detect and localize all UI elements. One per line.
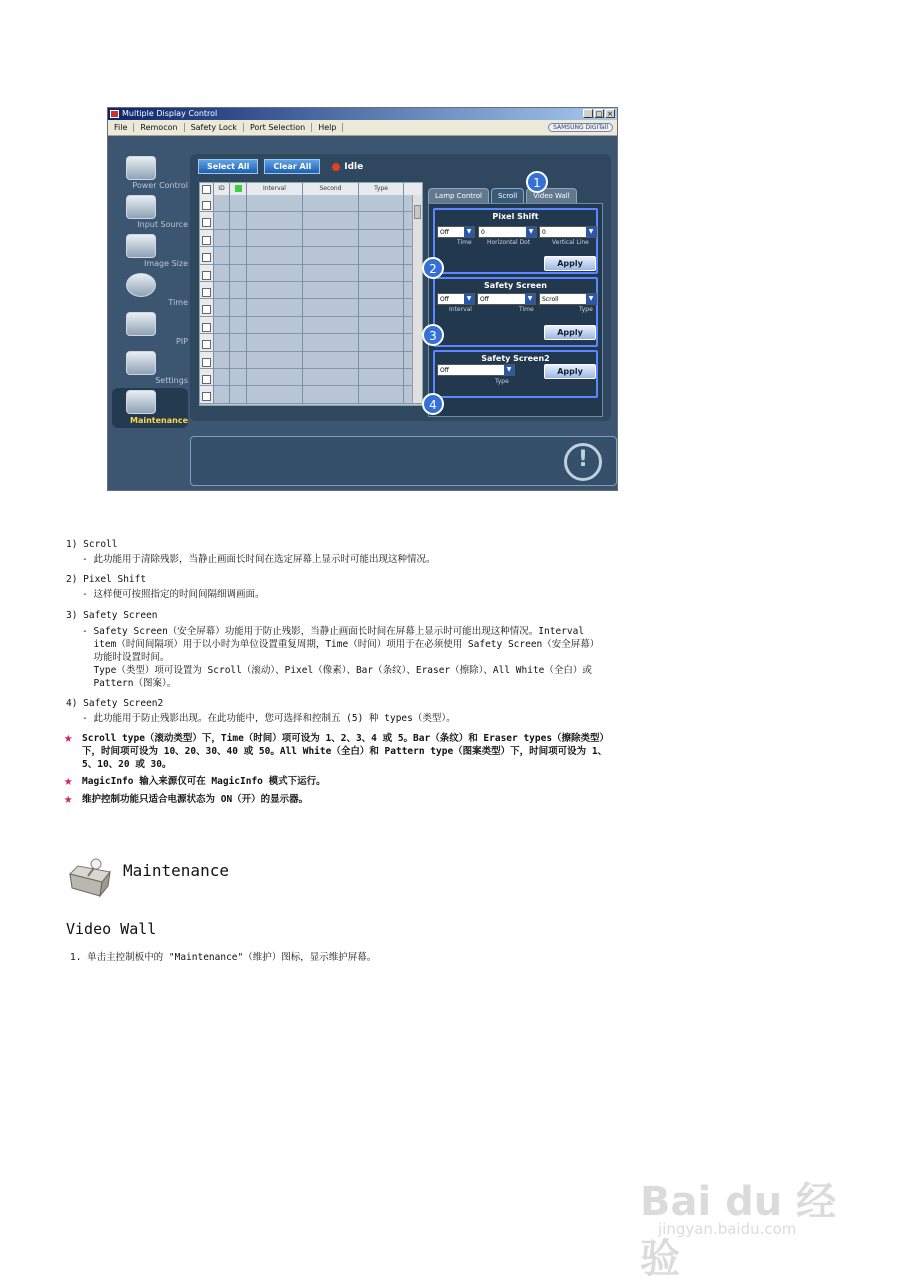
col-interval: Interval [247,183,303,195]
grid-cell [230,282,247,298]
grid-cell [247,317,303,333]
tab-video-wall[interactable]: Video Wall [526,188,577,203]
row-checkbox-cell[interactable] [200,247,214,263]
table-row[interactable] [200,317,422,334]
tab-scroll[interactable]: Scroll [491,188,524,203]
safety-screen-desc-line5: Pattern（图案）。 [82,678,177,689]
grid-cell [359,334,404,350]
menu-remocon[interactable]: Remocon [134,123,184,132]
tab-lamp-control[interactable]: Lamp Control [428,188,489,203]
callout-badge-2: 2 [422,257,444,279]
section-safety-screen2-heading: 4) Safety Screen2 [66,698,164,709]
safety-screen2-type-select[interactable] [437,364,515,376]
grid-cell [230,369,247,385]
table-row[interactable] [200,265,422,282]
row-checkbox-cell[interactable] [200,282,214,298]
grid-cell [359,212,404,228]
grid-cell [214,282,230,298]
safety-interval-select[interactable] [437,293,475,305]
grid-cell [303,230,359,246]
samsung-logo: SAMSUNG DIGITall [548,123,613,132]
type-caption: Type [495,378,509,385]
safety-type-select[interactable] [539,293,597,305]
grid-cell [230,334,247,350]
app-icon [110,110,119,118]
grid-cell [359,265,404,281]
grid-cell [230,195,247,211]
row-checkbox[interactable] [202,392,211,401]
note-1-line3: 5、10、20 或 30。 [82,759,172,770]
maximize-icon[interactable]: □ [595,110,603,118]
table-row[interactable] [200,195,422,212]
time-caption: Time [519,306,534,313]
sidebar-item-time[interactable] [112,271,188,310]
time-caption: Time [457,239,472,246]
row-checkbox-cell[interactable] [200,317,214,333]
select-value: Off [440,296,449,303]
grid-cell [230,317,247,333]
col-second: Second [303,183,359,195]
vertical-line-select[interactable] [539,226,597,238]
chevron-down-icon: ▼ [464,227,474,237]
grid-cell [214,195,230,211]
vertical-line-caption: Vertical Line [552,239,589,246]
tab-bar [428,188,579,203]
watermark-logo-text: Bai du 经验 [640,1179,837,1282]
sidebar-label: Power Control [132,181,188,190]
safety-screen-desc-line2: item（时间间隔项）用于以小时为单位设置重复周期，Time（时间）项用于在必须使用 Safety Screen（安全屏幕） [82,639,600,650]
sidebar-label: Settings [155,376,188,385]
scroll-thumb[interactable] [414,205,421,219]
window-body [108,136,617,490]
sidebar-item-input-source[interactable] [112,193,188,232]
grid-cell [359,230,404,246]
power-control-icon [126,156,156,180]
select-value: Off [480,296,489,303]
grid-cell [230,212,247,228]
grid-cell [230,352,247,368]
image-size-icon [126,234,156,258]
grid-cell [303,334,359,350]
select-value: Scroll [542,296,559,303]
grid-cell [247,195,303,211]
row-checkbox[interactable] [202,375,211,384]
select-value: 0 [481,229,485,236]
grid-scrollbar[interactable] [412,195,422,403]
menu-safety-lock[interactable]: Safety Lock [185,123,244,132]
sidebar-item-power-control[interactable] [112,154,188,193]
menu-help[interactable]: Help [312,123,343,132]
grid-cell [214,334,230,350]
row-checkbox[interactable] [202,340,211,349]
col-type: Type [359,183,404,195]
window-title: Multiple Display Control [122,109,218,118]
col-status-icon [230,183,247,195]
grid-cell [247,265,303,281]
table-row[interactable] [200,386,422,403]
grid-cell [303,282,359,298]
grid-cell [230,247,247,263]
grid-cell [303,195,359,211]
note-1-line2: 下，时间项可设为 10、20、30、40 或 50。All White（全白）和 Pattern type（图案类型）下，时间项可设为 1、 [82,746,608,757]
grid-cell [230,265,247,281]
row-checkbox-cell[interactable] [200,212,214,228]
scroll-panel [428,203,603,417]
row-checkbox[interactable] [202,236,211,245]
grid-cell [359,317,404,333]
table-row[interactable] [200,369,422,386]
section-pixel-shift-desc: - 这样便可按照指定的时间间隔细调画面。 [82,589,265,600]
safety-screen-apply-button[interactable]: Apply [544,325,596,340]
watermark-url: jingyan.baidu.com [658,1220,797,1238]
grid-cell [303,212,359,228]
status-indicator [332,162,363,172]
sidebar-label: PIP [175,337,188,346]
select-all-button[interactable]: Select All [198,159,258,174]
pixel-shift-group [433,208,598,274]
chevron-down-icon: ▼ [525,294,535,304]
grid-cell [247,212,303,228]
safety-screen-desc-line1: - Safety Screen（安全屏幕）功能用于防止残影，当静止画面长时间在屏幕上显示时可能出现这种情况。Interval [82,626,585,637]
grid-cell [214,386,230,402]
grid-cell [247,282,303,298]
mdc-window [107,107,618,491]
grid-cell [230,386,247,402]
select-value: Off [440,367,449,374]
grid-cell [359,369,404,385]
safety-screen-group [433,277,598,347]
maintenance-icon [66,856,114,898]
main-panel [190,154,611,421]
header-checkbox[interactable] [202,185,211,194]
note-1-line1: Scroll type（滚动类型）下，Time（时间）项可设为 1、2、3、4 或 5。Bar（条纹）和 Eraser types（擦除类型） [82,733,610,744]
grid-cell [303,265,359,281]
row-checkbox-cell[interactable] [200,334,214,350]
grid-cell [230,299,247,315]
row-checkbox-cell[interactable] [200,299,214,315]
grid-cell [303,369,359,385]
callout-badge-3: 3 [422,324,444,346]
chevron-down-icon: ▼ [504,365,514,375]
menu-file[interactable]: File [108,123,134,132]
grid-cell [247,299,303,315]
row-checkbox-cell[interactable] [200,230,214,246]
maintenance-icon [126,390,156,414]
section-safety-screen-heading: 3) Safety Screen [66,610,158,621]
sidebar-label: Time [168,298,188,307]
menu-bar [108,120,617,136]
callout-badge-4: 4 [422,393,444,415]
grid-cell [214,352,230,368]
sidebar-label: Maintenance [129,416,188,425]
row-checkbox-cell[interactable] [200,195,214,211]
row-checkbox[interactable] [202,201,211,210]
sidebar-label: Input Source [137,220,188,229]
table-row[interactable] [200,230,422,247]
safety-screen2-apply-button[interactable]: Apply [544,364,596,379]
table-row[interactable] [200,282,422,299]
sidebar [112,154,188,464]
minimize-icon[interactable]: _ [583,109,593,118]
status-text: Idle [344,161,364,172]
step-1: 1. 单击主控制板中的 "Maintenance"（维护）图标，显示维护屏幕。 [70,952,377,963]
safety-screen-desc-line4: Type（类型）项可设置为 Scroll（滚动）、Pixel（像素）、Bar（条纹）、Eraser（擦除）、All White（全白）或 [82,665,592,676]
table-row[interactable] [200,212,422,229]
row-checkbox[interactable] [202,358,211,367]
grid-cell [303,317,359,333]
maintenance-heading: Maintenance [123,861,229,880]
sidebar-item-pip[interactable] [112,310,188,349]
row-checkbox-cell[interactable] [200,386,214,402]
note-2: MagicInfo 输入来源仅可在 MagicInfo 模式下运行。 [82,776,326,787]
close-icon[interactable]: × [605,109,615,118]
row-checkbox[interactable] [202,288,211,297]
video-wall-heading: Video Wall [66,920,157,938]
select-value: 0 [542,229,546,236]
grid-cell [214,230,230,246]
sidebar-item-image-size[interactable] [112,232,188,271]
settings-icon [126,351,156,375]
chevron-down-icon: ▼ [586,294,596,304]
grid-cell [247,352,303,368]
select-value: Off [440,229,449,236]
chevron-down-icon: ▼ [586,227,596,237]
section-scroll-desc: - 此功能用于清除残影，当静止画面长时间在选定屏幕上显示时可能出现这种情况。 [82,554,436,565]
grid-cell [359,299,404,315]
table-row[interactable] [200,247,422,264]
grid-cell [359,282,404,298]
section-safety-screen2-desc: - 此功能用于防止残影出现。在此功能中，您可选择和控制五 (5) 种 types（类型）。 [82,713,456,724]
table-row[interactable] [200,352,422,369]
grid-cell [247,369,303,385]
note-star-icon: ★ [64,730,73,746]
grid-cell [247,334,303,350]
row-checkbox[interactable] [202,305,211,314]
grid-cell [247,230,303,246]
clock-icon [126,273,156,297]
safety-screen2-group [433,350,598,398]
note-star-icon: ★ [64,773,73,789]
grid-cell [247,247,303,263]
pixel-shift-time-select[interactable] [437,226,475,238]
grid-cell [214,247,230,263]
section-pixel-shift-heading: 2) Pixel Shift [66,574,147,585]
safety-time-select[interactable] [477,293,536,305]
grid-cell [359,352,404,368]
row-checkbox[interactable] [202,271,211,280]
clear-all-button[interactable]: Clear All [264,159,320,174]
grid-cell [214,212,230,228]
grid-cell [303,247,359,263]
row-checkbox[interactable] [202,323,211,332]
chevron-down-icon: ▼ [526,227,536,237]
note-3: 维护控制功能只适合电源状态为 ON（开）的显示器。 [82,794,309,805]
row-checkbox[interactable] [202,218,211,227]
safety-screen-title: Safety Screen [484,281,547,290]
row-checkbox[interactable] [202,253,211,262]
col-id: ID [214,183,230,195]
chevron-down-icon: ▼ [464,294,474,304]
grid-cell [303,386,359,402]
input-source-icon [126,195,156,219]
grid-header [200,183,422,195]
grid-cell [359,195,404,211]
grid-cell [230,230,247,246]
safety-screen-desc-line3: 功能时设置时间。 [82,652,170,663]
grid-cell [303,299,359,315]
safety-screen2-title: Safety Screen2 [481,354,550,363]
grid-cell [359,247,404,263]
grid-cell [214,299,230,315]
status-dot-icon [332,163,340,171]
section-scroll-heading: 1) Scroll [66,539,118,550]
row-checkbox-cell[interactable] [200,352,214,368]
grid-cell [214,317,230,333]
display-grid [199,182,423,406]
grid-cell [214,369,230,385]
note-star-icon: ★ [64,791,73,807]
grid-cell [214,265,230,281]
table-row[interactable] [200,299,422,316]
row-checkbox-cell[interactable] [200,369,214,385]
row-checkbox-cell[interactable] [200,265,214,281]
status-panel [190,436,617,486]
sidebar-label: Image Size [143,259,188,268]
sidebar-item-maintenance[interactable] [112,388,188,428]
horizontal-dot-caption: Horizontal Dot [487,239,531,246]
baidu-watermark [640,1150,850,1282]
pip-icon [126,312,156,336]
horizontal-dot-select[interactable] [478,226,537,238]
warning-icon: ! [564,443,602,481]
type-caption: Type [579,306,593,313]
menu-port-selection[interactable]: Port Selection [244,123,312,132]
table-row[interactable] [200,334,422,351]
grid-cell [303,352,359,368]
sidebar-item-settings[interactable] [112,349,188,388]
interval-caption: Interval [449,306,472,313]
grid-cell [247,386,303,402]
pixel-shift-apply-button[interactable]: Apply [544,256,596,271]
grid-cell [359,386,404,402]
pixel-shift-title: Pixel Shift [492,212,539,221]
window-titlebar [108,108,617,120]
callout-badge-1: 1 [526,171,548,193]
